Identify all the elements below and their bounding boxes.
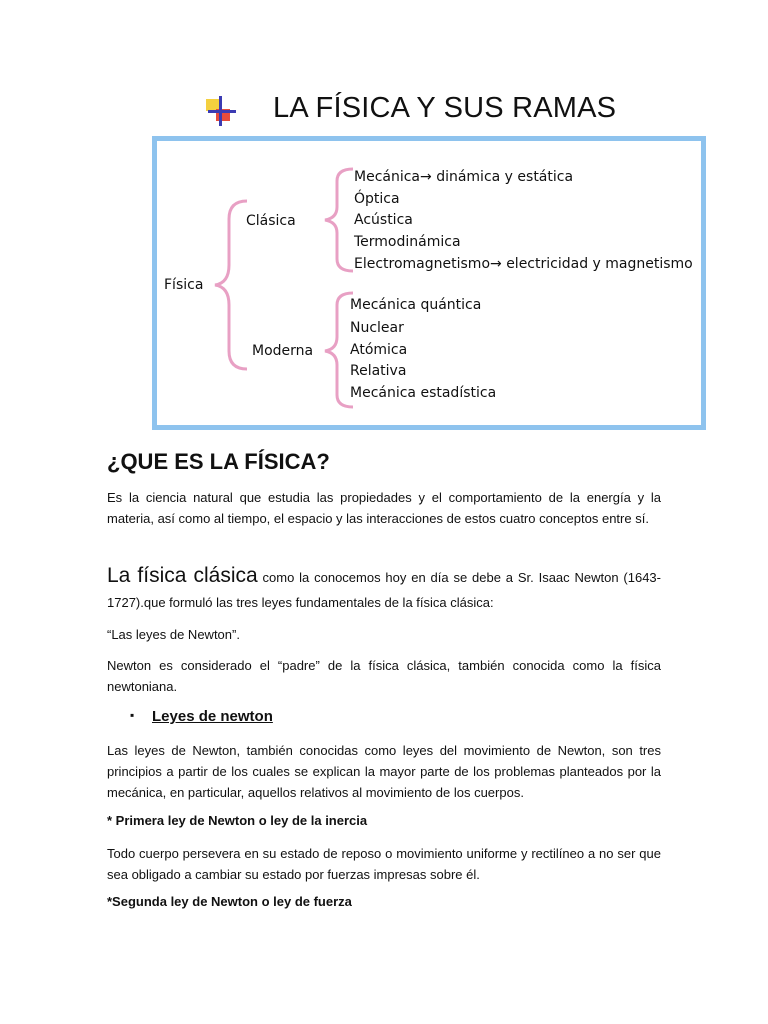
bullet-icon: ▪: [130, 708, 135, 722]
classic-item: Electromagnetismo→ electricidad y magnetismo: [354, 256, 693, 272]
modern-item: Nuclear: [350, 320, 404, 336]
classic-item: Acústica: [354, 212, 413, 228]
classic-brace: [325, 169, 353, 271]
laws-heading: Leyes de newton: [152, 708, 273, 725]
second-law-title: *Segunda ley de Newton o ley de fuerza: [107, 894, 352, 909]
definition-paragraph: Es la ciencia natural que estudia las propiedades y el comportamiento de la energía y la materia, así como al tiempo, el espacio y las interacciones de estos cuatro conceptos entre sí.: [107, 490, 661, 526]
first-law-title: * Primera ley de Newton o ley de la inercia: [107, 813, 368, 828]
section-heading-que-es: ¿QUE ES LA FÍSICA?: [107, 449, 330, 474]
page-title: LA FÍSICA Y SUS RAMAS: [273, 92, 617, 124]
newton-laws-quote: “Las leyes de Newton”.: [107, 627, 240, 642]
classic-item: Termodinámica: [354, 234, 461, 250]
classic-item: Óptica: [354, 191, 400, 207]
classic-item: Mecánica→ dinámica y estática: [354, 169, 574, 185]
modern-item: Mecánica estadística: [350, 385, 497, 401]
classic-physics-paragraph: [107, 563, 661, 615]
diagram-modern-label: Moderna: [252, 343, 314, 359]
modern-brace: [325, 293, 353, 407]
diagram-classic-label: Clásica: [246, 213, 296, 229]
newton-father-paragraph: Newton es considerado el “padre” de la física clásica, también conocida como la física newtoniana.: [107, 658, 661, 694]
modern-item: Atómica: [350, 342, 408, 358]
classic-physics-lead: La física clásica: [107, 564, 258, 587]
modern-item: Mecánica quántica: [350, 297, 482, 313]
main-brace: [215, 201, 247, 369]
diagram-root-label: Física: [164, 277, 204, 293]
title-logo-icon: [206, 96, 236, 126]
first-law-text: Todo cuerpo persevera en su estado de reposo o movimiento uniforme y rectilíneo a no ser que sea obligado a cambiar su estado por fuerzas impresas sobre él.: [107, 846, 661, 882]
laws-intro-paragraph: Las leyes de Newton, también conocidas como leyes del movimiento de Newton, son tres principios a partir de los cuales se explican la mayor parte de los problemas planteados por la mecánica, en particular, aquellos relativos al movimiento de los cuerpos.: [107, 743, 661, 800]
classic-physics-text: como la conocemos hoy en día se debe a Sr. Isaac Newton (1643-1727).que formuló las tres leyes fundamentales de la física clásica:: [107, 570, 661, 610]
physics-branches-diagram: [152, 136, 706, 430]
modern-item: Relativa: [350, 363, 407, 379]
